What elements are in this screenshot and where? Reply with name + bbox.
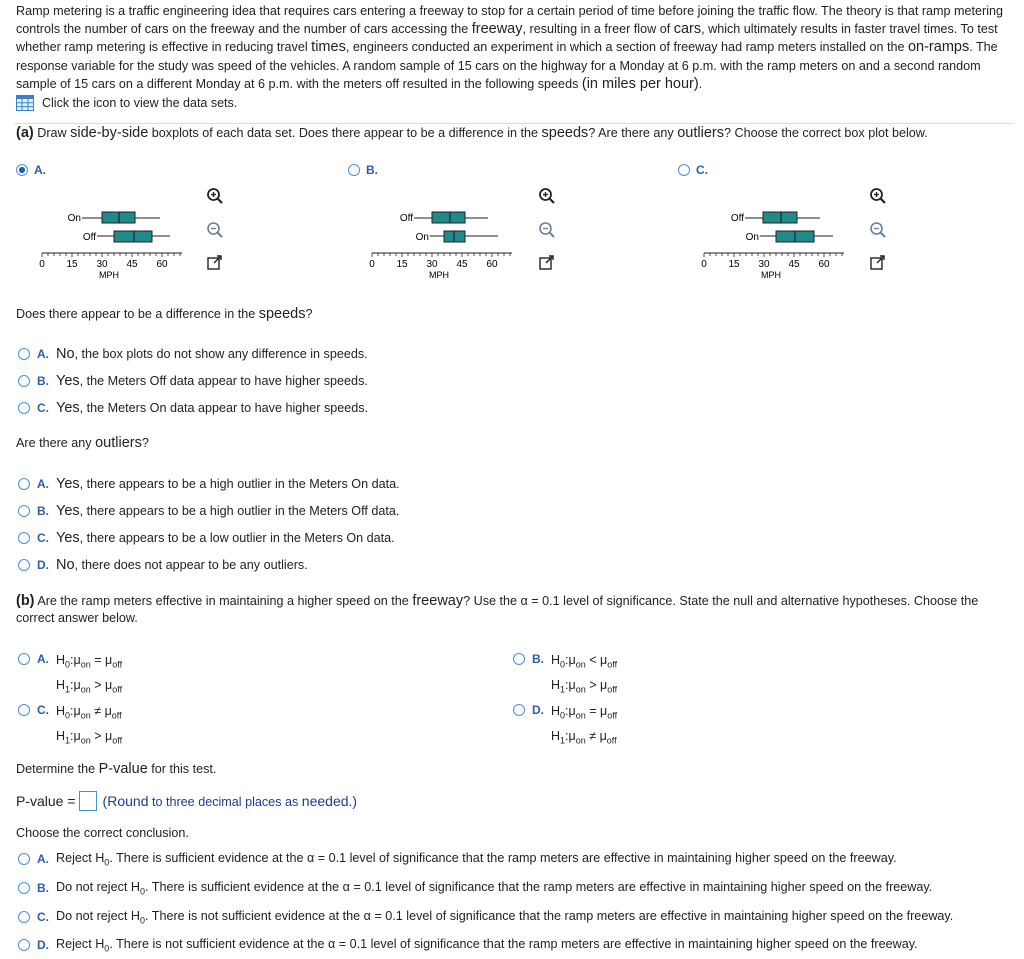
outlier-option-a-lead: Yes [56,476,80,492]
boxplot-a-tick-45: 45 [126,259,138,270]
hypothesis-option-a-radio[interactable] [18,653,30,665]
part-a-word-speeds: speeds [541,125,589,141]
zoom-in-icon[interactable] [537,186,557,206]
zoom-out-icon[interactable] [868,220,888,240]
hypothesis-option-d[interactable] [513,701,617,750]
boxplot-b [360,198,530,288]
intro-text-1: Ramp metering is a traffic engineering idea that requires cars entering a freeway to stop for a certain period of time before joining the traffic flow. The theory is that ramp metering controls the number of cars on the freeway and the number of cars accessing the [16,4,1004,37]
boxplot-c-label-top: Off [730,213,744,224]
hypothesis-option-b-body [551,650,617,699]
outlier-option-b[interactable] [18,503,399,519]
boxplot-a-tick-60: 60 [156,259,168,270]
hypothesis-option-a[interactable] [18,650,122,699]
pvalue-row [16,791,357,811]
hypothesis-option-c-body [56,701,122,750]
data-table-icon[interactable] [16,95,34,111]
hypothesis-option-a-letter: A. [37,652,49,666]
pvalue-q-text-1: Determine the [16,762,99,776]
difference-question [16,306,313,322]
intro-units: (in miles per hour) [581,75,699,92]
outlier-option-c-letter: C. [37,531,49,545]
conclusion-option-d[interactable] [18,937,918,954]
difference-option-b-letter: B. [37,374,49,388]
boxplot-c-tick-60: 60 [818,259,830,270]
conclusion-option-a[interactable] [18,851,897,868]
part-a-word-outliers: outliers [677,125,724,141]
hypothesis-option-d-radio[interactable] [513,704,525,716]
boxplot-a [30,198,200,288]
pvalue-q-text-2: for this test. [147,762,217,776]
boxplot-b-tick-45: 45 [456,259,468,270]
outlier-option-d-letter: D. [37,558,49,572]
difference-option-a-letter: A. [37,347,49,361]
outliers-q-word: outliers [95,435,142,451]
conclusion-option-b-letter: B. [37,881,49,896]
conclusion-option-c-text: Do not reject $H_0$. There is not sufficient evidence at the α = 0.1 level of significance that the ramp meters are effective in maintaining higher speed on the freeway. [56,909,954,926]
boxplot-c-minor-ticks [704,253,842,257]
outlier-option-c-lead: Yes [56,530,80,546]
boxplot-a-bottom-box [114,231,152,242]
problem-statement [16,2,1008,93]
outlier-option-a-letter: A. [37,477,49,491]
pvalue-question [16,761,216,777]
outlier-option-a-radio[interactable] [18,478,30,490]
outlier-option-d-text: , there does not appear to be any outliers. [74,558,308,572]
boxplot-b-tick-30: 30 [426,259,438,270]
intro-text-5: . The response variable for the study was speed of the vehicles. A random sample of 15 cars on the highway for a Monday at 6 p.m. with the ramp meters on and a second random sample of 15 cars on a different Monday at 6 p.m. with the meters off resulted in the following speeds [16,40,998,91]
intro-word-cars: cars [673,21,702,38]
intro-word-freeway: freeway [471,21,523,38]
difference-option-a-text: , the box plots do not show any difference in speeds. [74,347,368,361]
rounding-instruction: (Round to three decimal places as needed.) [102,793,358,809]
boxplot-b-tick-60: 60 [486,259,498,270]
boxplot-b-label-bottom: On [415,232,429,243]
boxplot-c-top-box [763,212,797,223]
conclusion-question: Choose the correct conclusion. [16,826,189,840]
alternative-hypothesis: $H_1:\mu_{on} \ne \mu_{off}$ [551,728,617,745]
outlier-option-b-lead: Yes [56,503,80,519]
outlier-option-a[interactable] [18,476,400,492]
difference-option-a-radio[interactable] [18,348,30,360]
outlier-option-d-lead: No [56,557,75,573]
outlier-option-a-text: , there appears to be a high outlier in the Meters On data. [79,477,400,491]
intro-word-on-ramps: on-ramps [907,39,970,56]
boxplot-c-tick-45: 45 [788,259,800,270]
boxplot-a-tick-0: 0 [39,259,45,270]
boxplot-b-label-top: Off [399,213,413,224]
intro-text-4: , engineers conducted an experiment in which a section of freeway had ramp meters installed on the [345,40,908,55]
conclusion-option-c-radio[interactable] [18,911,30,923]
boxplot-a-label-top: On [67,213,81,224]
conclusion-option-d-radio[interactable] [18,939,30,951]
part-b-word-freeway: freeway [412,593,464,609]
conclusion-option-d-letter: D. [37,938,49,953]
view-data-sets-link[interactable] [16,95,237,111]
outlier-option-c-text: , there appears to be a low outlier in the Meters On data. [79,531,395,545]
boxplot-a-axis-label: MPH [99,270,119,280]
difference-option-c-radio[interactable] [18,402,30,414]
difference-option-b-radio[interactable] [18,375,30,387]
boxplot-b-tick-0: 0 [369,259,375,270]
intro-text-6: . [698,76,703,91]
boxplot-b-axis-label: MPH [429,270,449,280]
boxplot-c-tick-0: 0 [701,259,707,270]
intro-text-2: , resulting in a freer flow of [522,22,674,37]
pvalue-label: P-value = [16,793,76,809]
part-a-text-1: Draw [33,126,71,140]
outlier-option-c-radio[interactable] [18,532,30,544]
outlier-option-d-radio[interactable] [18,559,30,571]
outlier-option-d[interactable] [18,557,308,573]
plot-option-c[interactable] [678,163,708,177]
conclusion-option-b[interactable] [18,880,932,897]
hypothesis-option-b-radio[interactable] [513,653,525,665]
hypothesis-option-b-letter: B. [532,652,544,666]
intro-word-times: times [311,39,346,56]
section-divider [14,123,1014,124]
part-a-text-4: ? Choose the correct box plot below. [723,126,928,140]
outlier-option-b-radio[interactable] [18,505,30,517]
boxplot-a-minor-ticks [42,253,180,257]
outlier-option-b-text: , there appears to be a high outlier in the Meters Off data. [79,504,400,518]
boxplot-a-tick-15: 15 [66,259,78,270]
zoom-in-icon[interactable] [868,186,888,206]
part-a-word-side-by-side: side-by-side [70,125,149,141]
conclusion-option-b-radio[interactable] [18,882,30,894]
difference-option-c-lead: Yes [56,400,80,416]
outlier-option-c[interactable] [18,530,395,546]
plot-option-c-letter: C. [696,163,708,177]
part-b-text-1: Are the ramp meters effective in maintaining a higher speed on the [34,594,413,608]
difference-option-c-text: , the Meters On data appear to have higher speeds. [79,401,369,415]
part-a-text-2: boxplots of each data set. Does there appear to be a difference in the [148,126,542,140]
part-b-text-2: ? Use the α = 0.1 level of significance. State the null and alternative hypotheses. Choose the correct answer below. [16,594,979,625]
conclusion-option-c[interactable] [18,909,953,926]
conclusion-option-d-text: Reject $H_0$. There is not sufficient evidence at the α = 0.1 level of significance that the ramp meters are effective in maintaining higher speed on the freeway. [56,937,918,954]
hypothesis-option-c[interactable] [18,701,122,750]
null-hypothesis: $H_0:\mu_{on} = \mu_{off}$ [56,653,123,670]
difference-option-a[interactable] [18,346,368,362]
difference-option-b-lead: Yes [56,373,80,389]
hypothesis-option-d-body [551,701,617,750]
plot-c-tools [868,186,888,273]
alternative-hypothesis: $H_1:\mu_{on} > \mu_{off}$ [551,677,618,694]
zoom-in-icon[interactable] [205,186,225,206]
hypothesis-option-a-body [56,650,122,699]
difference-option-b[interactable] [18,373,368,389]
alternative-hypothesis: $H_1:\mu_{on} > \mu_{off}$ [56,677,123,694]
plot-option-b-letter: B. [366,163,378,177]
part-a-question [16,125,928,141]
difference-q-text-2: ? [305,307,313,321]
plot-b-tools [537,186,557,273]
outliers-q-text-1: Are there any [16,436,96,450]
boxplot-c-tick-30: 30 [758,259,770,270]
plot-option-a-letter: A. [34,163,46,177]
outliers-question [16,435,149,451]
difference-option-c[interactable] [18,400,368,416]
plot-option-a[interactable] [16,163,46,177]
plot-a-tools [205,186,225,273]
boxplot-c-tick-15: 15 [728,259,740,270]
pvalue-input[interactable] [79,791,97,811]
part-a-text-3: ? Are there any [588,126,678,140]
difference-option-b-text: , the Meters Off data appear to have higher speeds. [79,374,368,388]
plot-option-b[interactable] [348,163,378,177]
part-b-label: (b) [16,593,35,609]
open-new-window-icon[interactable] [868,253,888,273]
hypothesis-option-b[interactable] [513,650,617,699]
boxplot-b-tick-15: 15 [396,259,408,270]
null-hypothesis: $H_0:\mu_{on} = \mu_{off}$ [551,704,618,721]
difference-option-c-letter: C. [37,401,49,415]
hypothesis-option-d-letter: D. [532,703,544,717]
alternative-hypothesis: $H_1:\mu_{on} > \mu_{off}$ [56,728,123,745]
part-a-label: (a) [16,125,34,141]
hypothesis-option-c-letter: C. [37,703,49,717]
zoom-out-icon[interactable] [537,220,557,240]
difference-option-a-lead: No [56,346,75,362]
boxplot-a-label-bottom: Off [82,232,96,243]
outliers-q-text-2: ? [141,436,149,450]
view-data-sets-text[interactable]: Click the icon to view the data sets. [42,96,238,110]
zoom-out-icon[interactable] [205,220,225,240]
part-b-question [16,593,1006,627]
open-new-window-icon[interactable] [205,253,225,273]
conclusion-option-a-radio[interactable] [18,853,30,865]
conclusion-option-a-text: Reject $H_0$. There is sufficient evidence at the α = 0.1 level of significance that the ramp meters are effective in maintaining higher speed on the freeway. [56,851,897,868]
plot-option-c-radio[interactable] [678,164,690,176]
boxplot-c [692,198,862,288]
conclusion-option-a-letter: A. [37,852,49,867]
plot-option-b-radio[interactable] [348,164,360,176]
boxplot-b-top-box [432,212,465,223]
outlier-option-b-letter: B. [37,504,49,518]
conclusion-option-c-letter: C. [37,910,49,925]
difference-q-text-1: Does there appear to be a difference in the [16,307,259,321]
boxplot-c-label-bottom: On [745,232,759,243]
pvalue-q-word: P-value [98,761,148,777]
null-hypothesis: $H_0:\mu_{on} < \mu_{off}$ [551,653,618,670]
boxplot-c-axis-label: MPH [761,270,781,280]
intro-text-3: , which ultimately results in faster travel times. To test whether ramp metering is effective in reducing travel [16,22,998,55]
hypothesis-option-c-radio[interactable] [18,704,30,716]
open-new-window-icon[interactable] [537,253,557,273]
null-hypothesis: $H_0:\mu_{on} \ne \mu_{off}$ [56,704,122,721]
difference-q-word: speeds [258,306,306,322]
plot-option-a-radio[interactable] [16,164,28,176]
conclusion-option-b-text: Do not reject $H_0$. There is sufficient evidence at the α = 0.1 level of significance that the ramp meters are effective in maintaining higher speed on the freeway. [56,880,933,897]
boxplot-a-tick-30: 30 [96,259,108,270]
boxplot-b-minor-ticks [372,253,510,257]
